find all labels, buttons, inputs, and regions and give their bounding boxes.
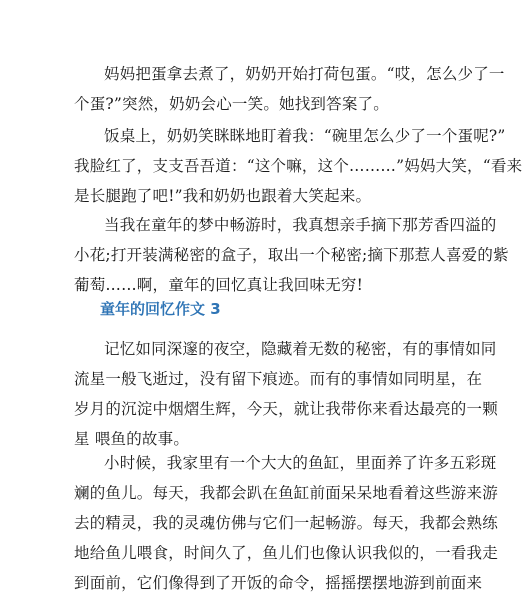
section-heading: 童年的回忆作文 3: [100, 300, 221, 318]
paragraph-1: [74, 59, 505, 119]
paragraph-2: [74, 121, 522, 211]
paragraph-4-line: 记忆如同深邃的夜空，隐藏着无数的秘密，有的事情如同: [104, 340, 497, 358]
paragraph-2-line: 是长腿跑了吧!”我和奶奶也跟着大笑起来。: [74, 187, 372, 205]
paragraph-4: [74, 334, 498, 454]
paragraph-4-line: 星 喂鱼的故事。: [74, 430, 190, 448]
paragraph-5-line: 到面前，它们像得到了开饭的命令，摇摇摆摆地游到前面来: [74, 574, 483, 592]
paragraph-2-line: 饭桌上，奶奶笑眯眯地盯着我：“碗里怎么少了一个蛋呢?”: [104, 127, 506, 145]
paragraph-1-line: 妈妈把蛋拿去煮了，奶奶开始打荷包蛋。“哎，怎么少了一: [104, 65, 505, 83]
paragraph-3-line: 当我在童年的梦中畅游时，我真想亲手摘下那芳香四溢的: [104, 216, 497, 234]
paragraph-1-line: 个蛋?”突然，奶奶会心一笑。她找到答案了。: [74, 95, 389, 113]
paragraph-3-line: 小花;打开装满秘密的盒子，取出一个秘密;摘下那惹人喜爱的紫: [74, 246, 509, 264]
paragraph-5-line: 去的精灵，我的灵魂仿佛与它们一起畅游。每天，我都会熟练: [74, 514, 498, 532]
paragraph-4-line: 流星一般飞逝过，没有留下痕迹。而有的事情如同明星，在: [74, 370, 483, 388]
paragraph-5: [74, 448, 498, 598]
paragraph-3-line: 葡萄……啊，童年的回忆真让我回味无穷!: [74, 276, 364, 294]
paragraph-5-line: 斓的鱼儿。每天，我都会趴在鱼缸前面呆呆地看着这些游来游: [74, 484, 498, 502]
paragraph-2-line: 我脸红了，支支吾吾道：“这个嘛，这个………”妈妈大笑，“看来: [74, 157, 522, 175]
paragraph-4-line: 岁月的沉淀中烟熠生辉，今天，就让我带你来看达最亮的一颗: [74, 400, 498, 418]
paragraph-5-line: 地给鱼儿喂食，时间久了，鱼儿们也像认识我似的，一看我走: [74, 544, 498, 562]
paragraph-5-line: 小时候，我家里有一个大大的鱼缸，里面养了许多五彩斑: [104, 454, 497, 472]
paragraph-3: [74, 210, 509, 300]
